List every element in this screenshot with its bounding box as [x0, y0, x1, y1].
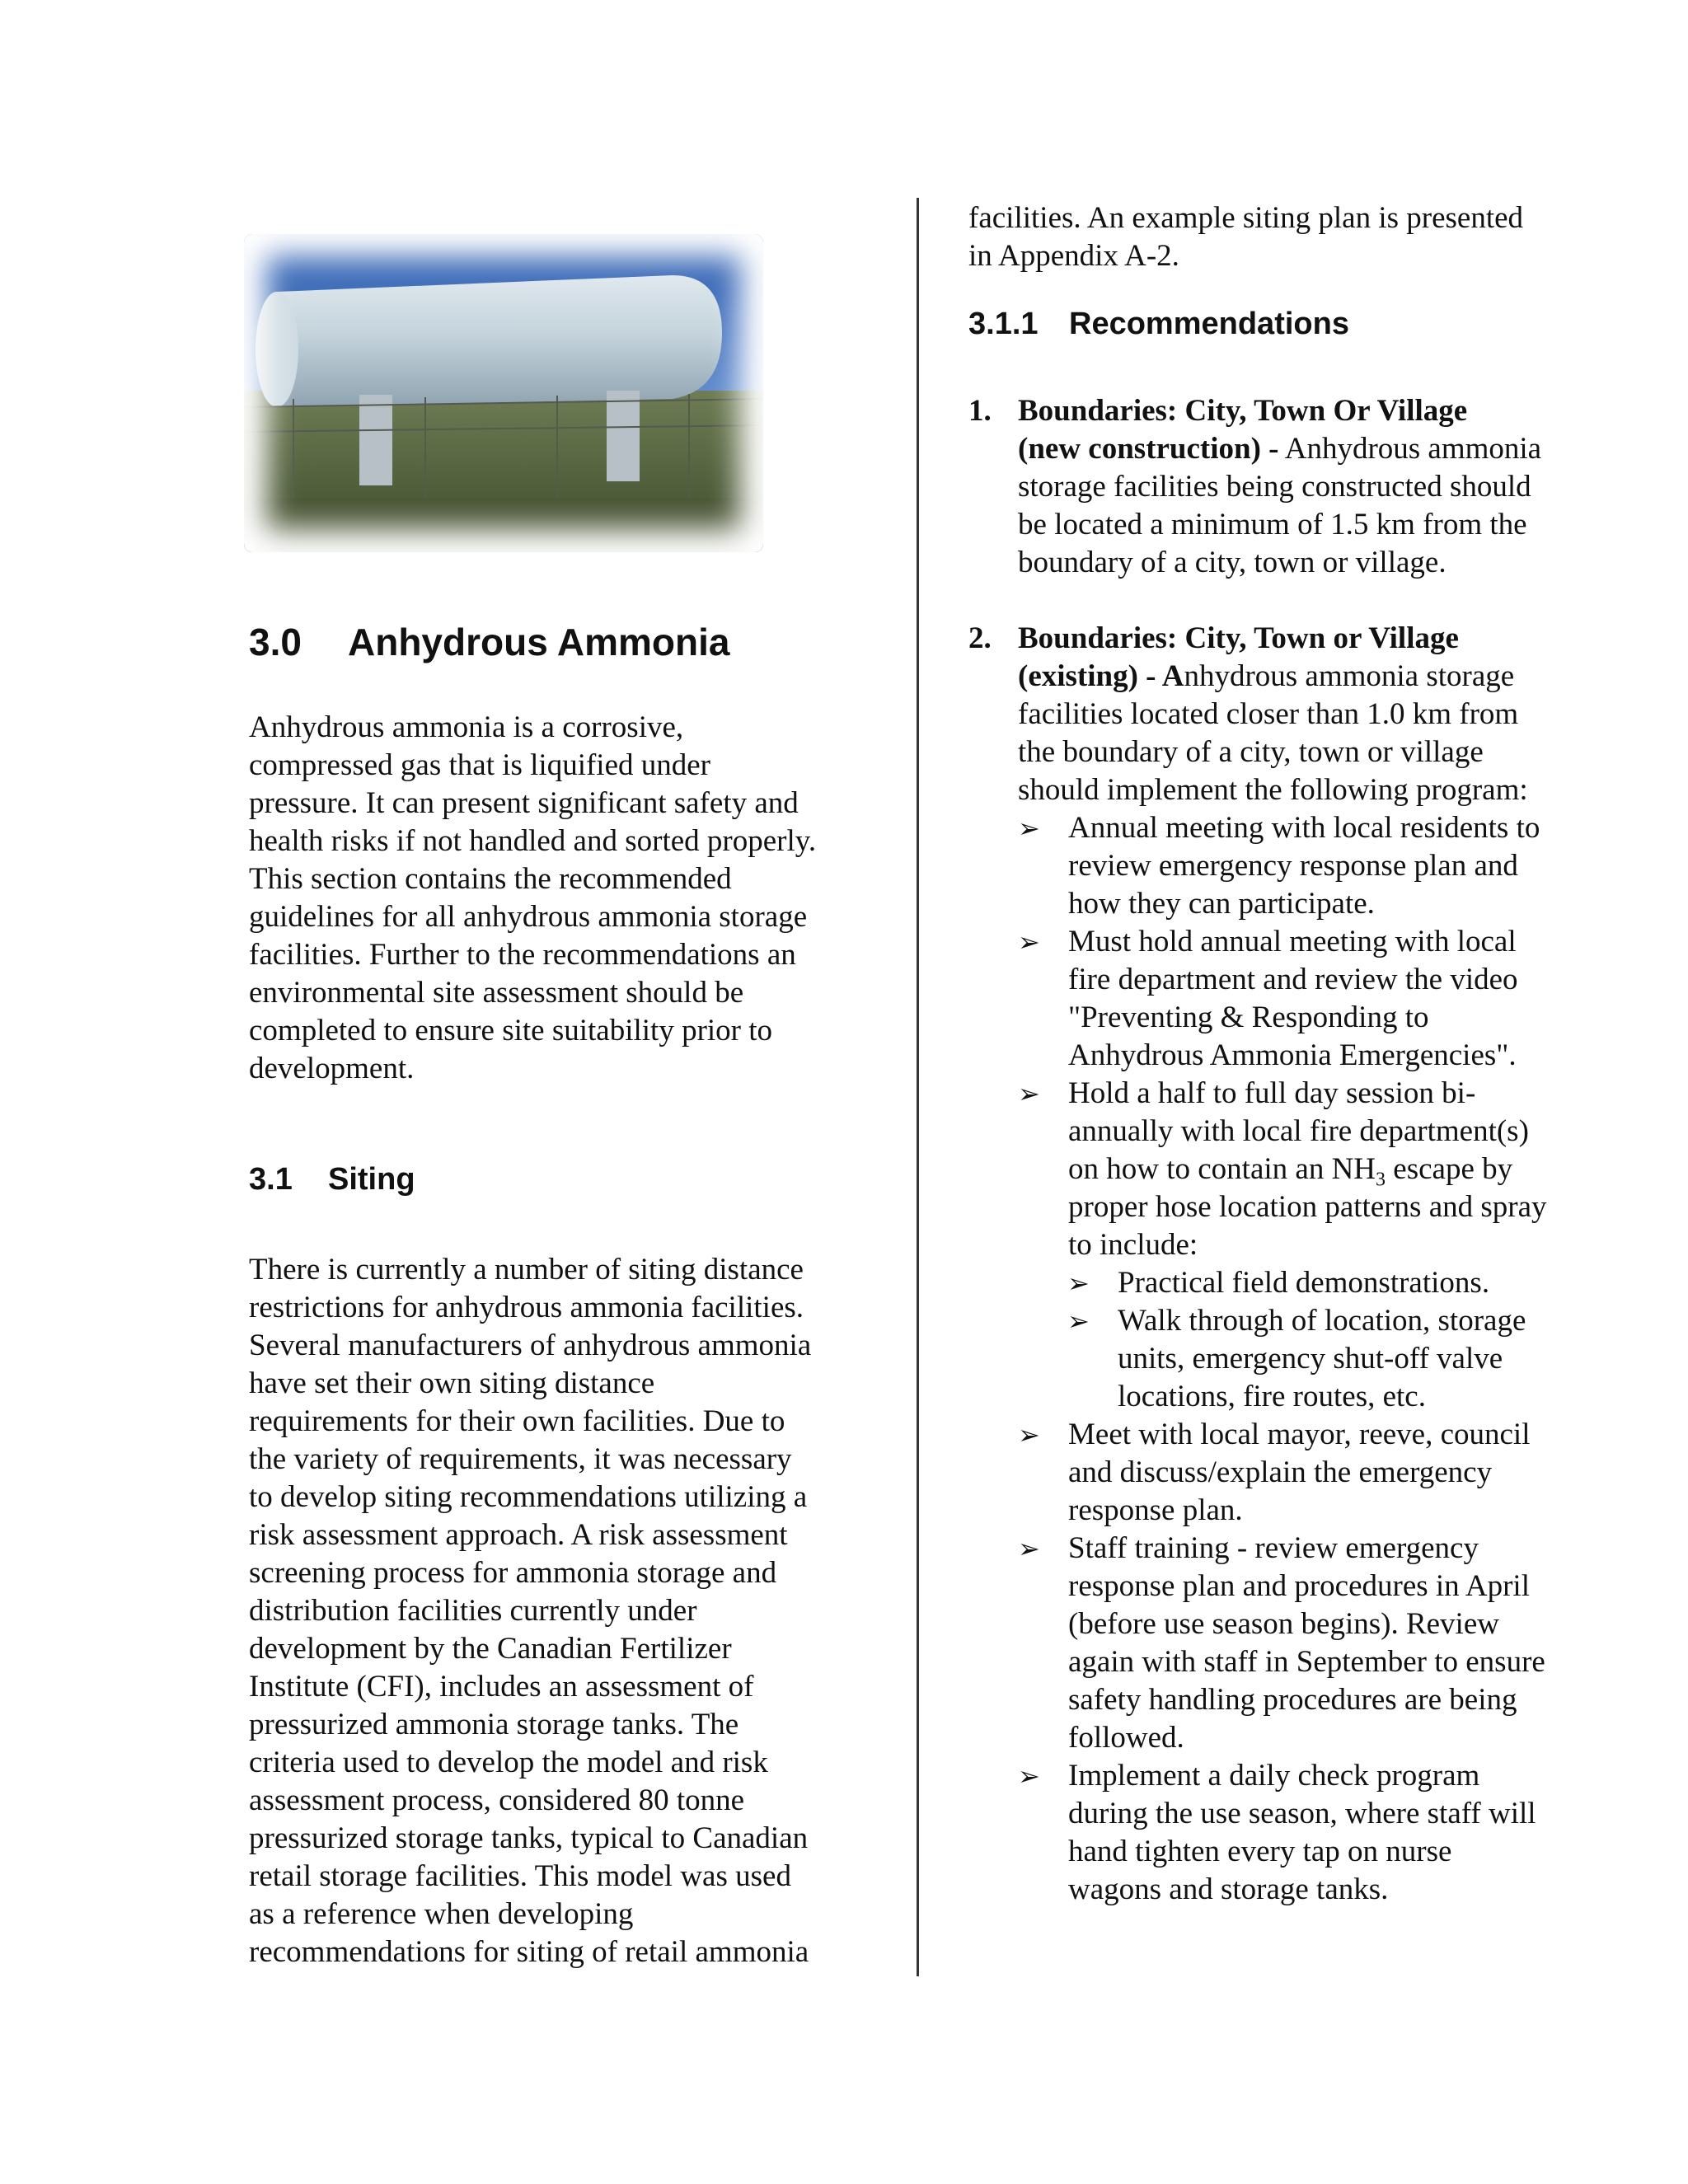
text-line: retail storage facilities. This model was used — [249, 1859, 791, 1893]
section-title: Anhydrous Ammonia — [348, 621, 730, 663]
text-line: hand tighten every tap on nurse — [1068, 1835, 1452, 1868]
text-line: compressed gas that is liquified under — [249, 748, 711, 782]
text-line: response plan and procedures in April — [1068, 1569, 1530, 1603]
recommendation-1 — [968, 392, 1628, 582]
text-line: review emergency response plan and — [1068, 849, 1518, 883]
rec-text: nhydrous ammonia storage — [1184, 659, 1515, 693]
bullet-item — [968, 923, 1628, 1075]
text-line: Implement a daily check program — [1068, 1759, 1480, 1793]
text-line: should implement the following program: — [1018, 773, 1528, 807]
text-line: fire department and review the video — [1068, 963, 1518, 996]
siting-paragraph — [249, 1251, 811, 1971]
text-line: again with staff in September to ensure — [1068, 1645, 1545, 1679]
rec-heading-part: (existing) - A — [1018, 659, 1184, 693]
text-line: development by the Canadian Fertilizer — [249, 1632, 732, 1666]
text-line: assessment process, considered 80 tonne — [249, 1783, 745, 1817]
text-line: recommendations for siting of retail ammonia — [249, 1935, 809, 1969]
rec-heading-part: (new construction) - — [1018, 432, 1279, 466]
subsection-number: 3.1 — [249, 1162, 293, 1197]
arrow-bullet-icon: ➢ — [1018, 1419, 1040, 1451]
text-line: health risks if not handled and sorted properly. — [249, 824, 817, 858]
text-line: during the use season, where staff will — [1068, 1797, 1536, 1830]
text-line: facilities located closer than 1.0 km from — [1018, 697, 1519, 731]
arrow-bullet-icon: ➢ — [1018, 926, 1040, 958]
text-line: Staff training - review emergency — [1068, 1531, 1479, 1565]
bullet-item — [968, 1757, 1628, 1909]
text-line: pressurized ammonia storage tanks. The — [249, 1708, 739, 1741]
text-line: (before use season begins). Review — [1068, 1607, 1499, 1641]
text-line: annually with local fire department(s) — [1068, 1114, 1529, 1148]
sub-bullet-item — [968, 1302, 1628, 1416]
continuation-paragraph — [968, 199, 1523, 275]
arrow-bullet-icon: ➢ — [1018, 1078, 1040, 1109]
text-line: development. — [249, 1052, 415, 1085]
recommendation-2 — [968, 620, 1628, 1909]
text-line: locations, fire routes, etc. — [1118, 1380, 1426, 1413]
storage-tank-photo — [244, 234, 763, 552]
text-line: boundary of a city, town or village. — [1018, 546, 1447, 579]
text-line: This section contains the recommended — [249, 862, 732, 896]
rec-text: Anhydrous ammonia — [1278, 432, 1542, 466]
text-line: restrictions for anhydrous ammonia facilities. — [249, 1291, 804, 1324]
rec-number: 2. — [968, 621, 992, 655]
text-line: the variety of requirements, it was necessary — [249, 1442, 792, 1476]
text-line: how they can participate. — [1068, 887, 1375, 921]
text-line: environmental site assessment should be — [249, 976, 744, 1010]
text-line: guidelines for all anhydrous ammonia storage — [249, 900, 808, 934]
subsection-heading — [249, 1162, 415, 1197]
text-line: requirements for their own facilities. Due to — [249, 1404, 785, 1438]
text-line: distribution facilities currently under — [249, 1594, 697, 1628]
text-line: proper hose location patterns and spray — [1068, 1190, 1547, 1224]
arrow-bullet-icon: ➢ — [1018, 1533, 1040, 1564]
rec-heading: Boundaries: City, Town or Village — [1018, 621, 1459, 655]
text-line: Institute (CFI), includes an assessment of — [249, 1670, 754, 1704]
bullet-item — [968, 1530, 1628, 1757]
storage-tank-illustration — [244, 234, 763, 552]
rec-heading-line — [968, 620, 1628, 658]
text-line: pressurized storage tanks, typical to Canadian — [249, 1821, 809, 1855]
text-line: Meet with local mayor, reeve, council — [1068, 1418, 1531, 1451]
text-line: risk assessment approach. A risk assessment — [249, 1518, 788, 1552]
text-line: have set their own siting distance — [249, 1366, 655, 1400]
text-line: criteria used to develop the model and risk — [249, 1746, 768, 1779]
text-line: Several manufacturers of anhydrous ammonia — [249, 1329, 812, 1362]
arrow-bullet-icon: ➢ — [1067, 1305, 1090, 1337]
subsection-title: Siting — [328, 1162, 415, 1197]
column-divider — [917, 198, 919, 1976]
text-line: response plan. — [1068, 1493, 1243, 1527]
nh3-text: on how to contain an NH — [1068, 1152, 1376, 1186]
subsubsection-heading — [968, 307, 1349, 342]
text-line: Anhydrous ammonia is a corrosive, — [249, 710, 684, 744]
section-number: 3.0 — [249, 621, 302, 663]
nh3-subscript: 3 — [1376, 1169, 1386, 1191]
text-line: facilities. An example siting plan is presented — [968, 201, 1524, 235]
text-line: storage facilities being constructed should — [1018, 470, 1531, 504]
rec-heading-line-2 — [968, 430, 1628, 468]
subsubsection-title: Recommendations — [1069, 307, 1349, 341]
text-line: as a reference when developing — [249, 1897, 634, 1931]
subsubsection-number: 3.1.1 — [968, 307, 1039, 341]
section-heading — [249, 620, 729, 664]
text-line: Practical field demonstrations. — [1118, 1266, 1490, 1300]
rec-heading-line — [968, 392, 1628, 430]
text-line: Annual meeting with local residents to — [1068, 811, 1540, 845]
arrow-bullet-icon: ➢ — [1018, 813, 1040, 844]
text-line: and discuss/explain the emergency — [1068, 1455, 1493, 1489]
text-line: in Appendix A-2. — [968, 239, 1179, 273]
text-line: followed. — [1068, 1721, 1184, 1755]
text-line: Must hold annual meeting with local — [1068, 925, 1517, 958]
rec-number: 1. — [968, 394, 992, 428]
sub-bullet-item — [968, 1264, 1628, 1302]
arrow-bullet-icon: ➢ — [1018, 1760, 1040, 1792]
intro-paragraph — [249, 709, 816, 1088]
text-line: the boundary of a city, town or village — [1018, 735, 1484, 769]
text-line-nh3 — [1068, 1151, 1628, 1191]
text-line: facilities. Further to the recommendations an — [249, 938, 796, 972]
bullet-item — [968, 1416, 1628, 1530]
text-line: Hold a half to full day session bi- — [1068, 1076, 1476, 1110]
text-line: be located a minimum of 1.5 km from the — [1018, 508, 1527, 541]
text-line: to develop siting recommendations utilizing a — [249, 1480, 808, 1514]
text-line: units, emergency shut-off valve — [1118, 1342, 1503, 1376]
text-line: Walk through of location, storage — [1118, 1304, 1526, 1338]
rec-heading: Boundaries: City, Town Or Village — [1018, 394, 1468, 428]
text-line: safety handling procedures are being — [1068, 1683, 1517, 1717]
arrow-bullet-icon: ➢ — [1067, 1268, 1090, 1299]
text-line: "Preventing & Responding to — [1068, 1001, 1429, 1034]
text-line: completed to ensure site suitability prior to — [249, 1014, 773, 1047]
text-line: to include: — [1068, 1228, 1198, 1262]
text-line: There is currently a number of siting distance — [249, 1253, 804, 1286]
bullet-item — [968, 1075, 1628, 1264]
text-line: screening process for ammonia storage and — [249, 1556, 777, 1590]
bullet-item — [968, 809, 1628, 923]
nh3-text-after: escape by — [1386, 1152, 1513, 1186]
text-line: wagons and storage tanks. — [1068, 1872, 1389, 1906]
text-line: pressure. It can present significant safety and — [249, 786, 799, 820]
text-line: Anhydrous Ammonia Emergencies". — [1068, 1038, 1517, 1072]
rec-heading-line-2 — [968, 658, 1628, 696]
